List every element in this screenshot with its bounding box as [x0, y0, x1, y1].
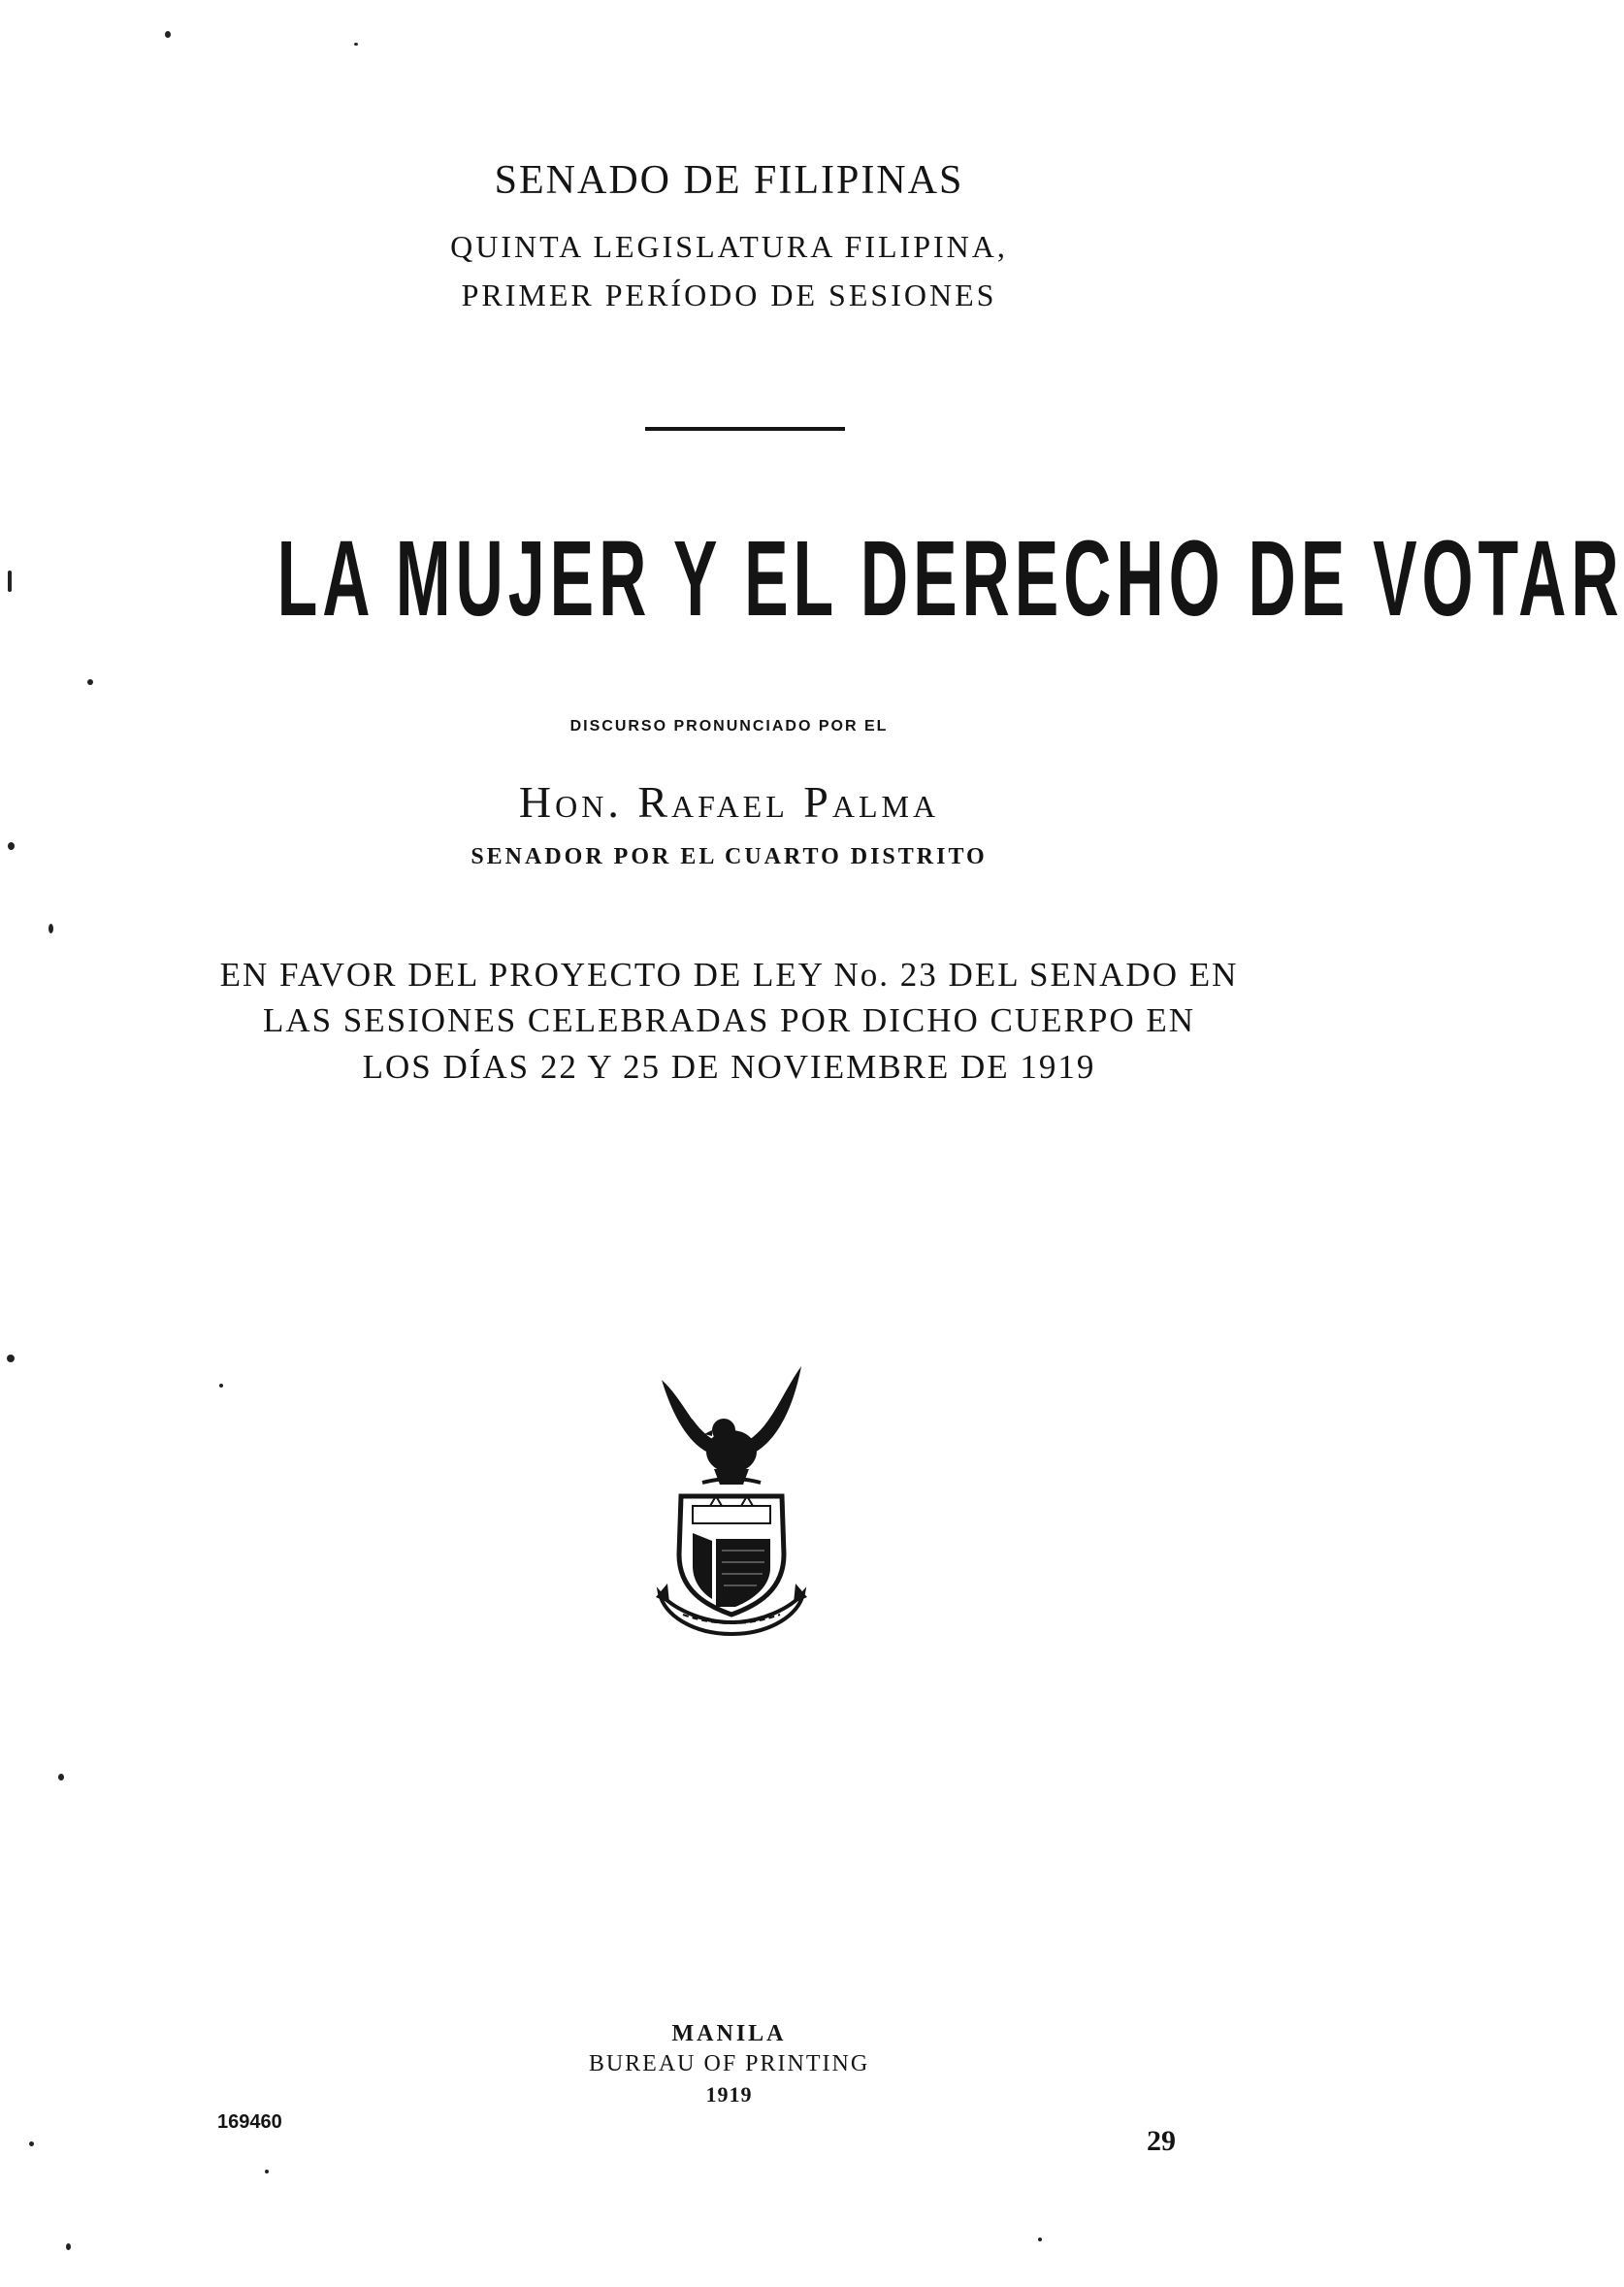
scan-speck [49, 924, 53, 933]
legislature-line: QUINTA LEGISLATURA FILIPINA, [450, 229, 1008, 264]
scan-speck [8, 842, 15, 850]
scan-speck [265, 2170, 269, 2173]
scan-speck [29, 2141, 34, 2146]
document-title: LA MUJER Y EL DERECHO DE VOTAR [276, 519, 1624, 638]
description-line-2: LAS SESIONES CELEBRADAS POR DICHO CUERPO EN [262, 1001, 1196, 1039]
speech-byline: DISCURSO PRONUNCIADO POR EL [569, 718, 889, 735]
scan-speck [58, 1774, 64, 1781]
senate-seal-eagle-shield-icon [654, 1360, 809, 1636]
speaker-district: SENADOR POR EL CUARTO DISTRITO [471, 844, 988, 869]
scan-speck [7, 1355, 15, 1362]
description-line-3: LOS DÍAS 22 Y 25 DE NOVIEMBRE DE 1919 [362, 1048, 1096, 1086]
speaker-name: Hon. Rafael Palma [518, 777, 940, 827]
publisher-name: BUREAU OF PRINTING [588, 2051, 870, 2076]
scan-speck [8, 571, 12, 592]
publication-year: 1919 [705, 2082, 753, 2107]
scan-speck [87, 679, 93, 685]
scan-speck [1038, 2238, 1042, 2241]
scan-speck [354, 43, 358, 46]
page-number: 29 [1147, 2125, 1176, 2157]
senate-heading: SENADO DE FILIPINAS [494, 158, 964, 203]
scan-speck [165, 31, 171, 38]
description-line-1: EN FAVOR DEL PROYECTO DE LEY No. 23 DEL SENADO EN [219, 956, 1239, 994]
scan-speck [66, 2243, 71, 2250]
scan-speck [219, 1384, 223, 1388]
divider-rule [645, 427, 845, 431]
print-order-number: 169460 [217, 2111, 282, 2133]
publisher-city: MANILA [671, 2021, 787, 2046]
session-period-line: PRIMER PERÍODO DE SESIONES [461, 278, 997, 312]
